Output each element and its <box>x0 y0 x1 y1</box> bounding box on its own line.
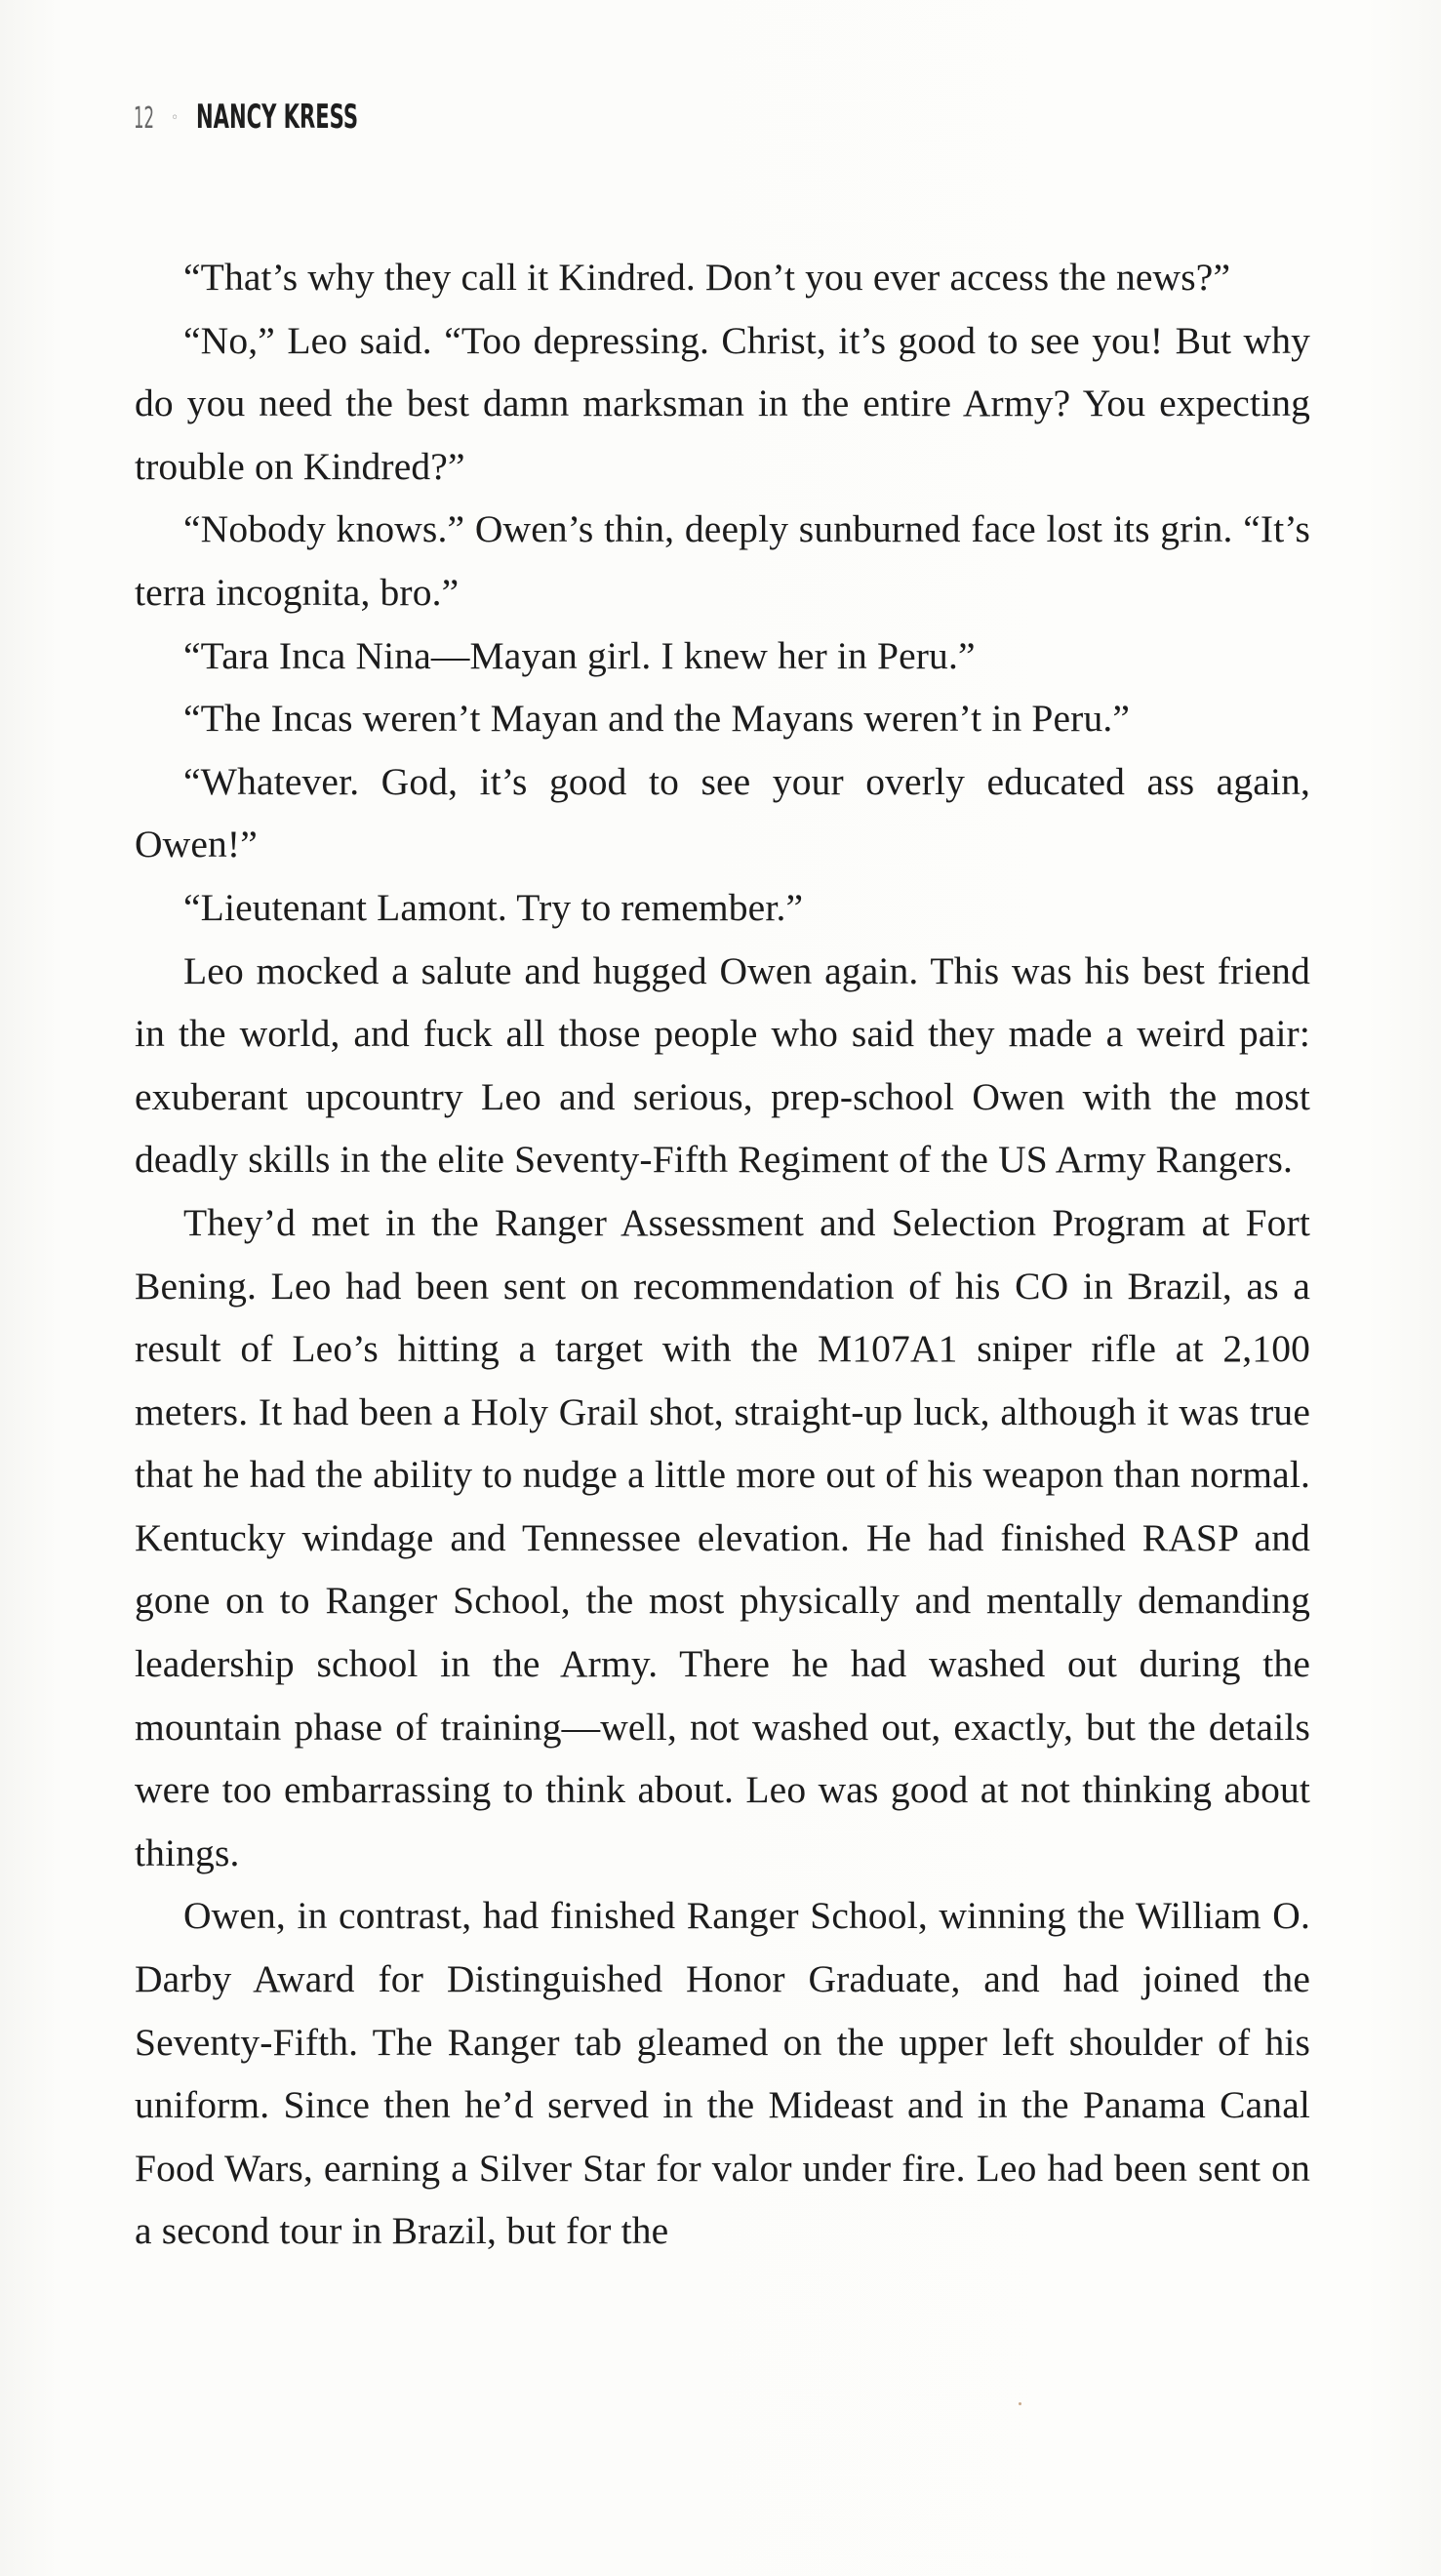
body-text <box>135 246 1310 2263</box>
page-number: 12 <box>134 101 155 136</box>
header-separator: ◦ <box>171 110 180 126</box>
paragraph: “The Incas weren’t Mayan and the Mayans weren’t in Peru.” <box>183 697 1131 741</box>
paragraph: “Whatever. God, it’s good to see your overly educated ass again, Owen!” <box>135 759 1310 866</box>
paragraph: “Nobody knows.” Owen’s thin, deeply sunburned face lost its grin. “It’s terra incognita, bro.” <box>135 507 1310 614</box>
paragraph: Leo mocked a salute and hugged Owen again. This was his best friend in the world, and fuck all those people who said they made a weird pair: exuberant upcountry Leo and serious, prep-school Owen with the most deadly skills in the elite Seventy-Fifth Regiment of the US Army Rangers. <box>135 948 1310 1182</box>
author-name: NANCY KRESS <box>196 98 359 137</box>
paragraph: “Tara Inca Nina—Mayan girl. I knew her in Peru.” <box>183 633 976 677</box>
paragraph: “That’s why they call it Kindred. Don’t you ever access the news?” <box>183 256 1231 299</box>
paragraph: Owen, in contrast, had finished Ranger School, winning the William O. Darby Award for Distinguished Honor Graduate, and had joined the Seventy-Fifth. The Ranger tab gleamed on the upper left shoulder of his uniform. Since then he’d served in the Mideast and in the Panama Canal Food Wars, earning a Silver Star for valor under fire. Leo had been sent on a second tour in Brazil, but for the <box>135 1894 1310 2253</box>
running-header <box>134 98 458 137</box>
paragraph: “Lieutenant Lamont. Try to remember.” <box>183 885 804 929</box>
paragraph: “No,” Leo said. “Too depressing. Christ, it’s good to see you! But why do you need the best damn marksman in the entire Army? You expecting trouble on Kindred?” <box>135 318 1310 488</box>
paragraph: They’d met in the Ranger Assessment and Selection Program at Fort Bening. Leo had been sent on recommendation of his CO in Brazil, as a result of Leo’s hitting a target with the M107A1 sniper rifle at 2,100 meters. It had been a Holy Grail shot, straight-up luck, although it was true that he had the ability to nudge a little more out of his weapon than normal. Kentucky windage and Tennessee elevation. He had finished RASP and gone on to Ranger School, the most physically and mentally demanding leadership school in the Army. There he had washed out during the mountain phase of training—well, not washed out, exactly, but the details were too embarrassing to think about. Leo was good at not thinking about things. <box>135 1200 1310 1874</box>
paper-speck <box>1019 2402 1021 2405</box>
